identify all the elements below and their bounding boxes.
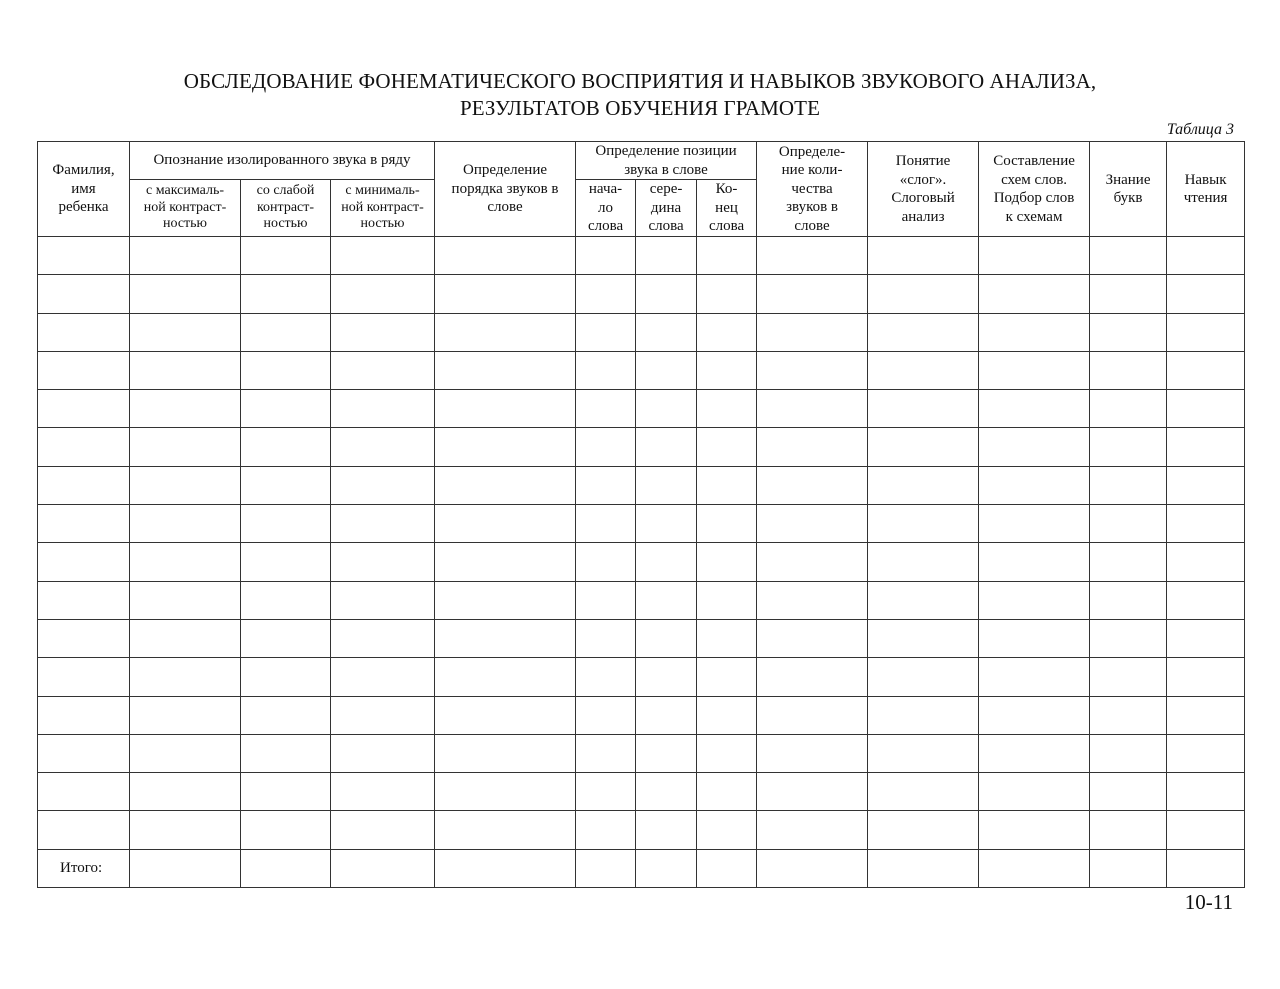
table-cell[interactable] [38,505,130,543]
header-schemes: Составление схем слов. Подбор слов к схемам [979,142,1090,237]
table-cell[interactable] [1090,581,1167,619]
table-cell[interactable] [38,428,130,466]
table-cell[interactable] [757,658,868,696]
table-cell[interactable] [38,811,130,849]
table-cell[interactable] [636,581,697,619]
table-cell[interactable] [757,275,868,313]
table-cell[interactable] [38,619,130,657]
table-cell[interactable] [38,313,130,351]
table-cell[interactable] [241,390,331,428]
table-cell[interactable] [979,734,1090,772]
table-cell[interactable] [130,773,241,811]
table-cell[interactable] [435,275,576,313]
table-row [38,505,1245,543]
table-cell[interactable] [868,773,979,811]
table-cell[interactable] [38,237,130,275]
table-row [38,773,1245,811]
table-cell[interactable] [435,773,576,811]
table-cell[interactable] [757,773,868,811]
title-line-2: РЕЗУЛЬТАТОВ ОБУЧЕНИЯ ГРАМОТЕ [459,96,821,120]
table-cell[interactable] [868,237,979,275]
header-letters: Знание букв [1090,142,1167,237]
table-row [38,466,1245,504]
table-cell[interactable] [979,696,1090,734]
title-line-1: ОБСЛЕДОВАНИЕ ФОНЕМАТИЧЕСКОГО ВОСПРИЯТИЯ И НАВЫКОВ ЗВУКОВОГО АНАЛИЗА, [183,69,1097,93]
table-cell[interactable] [636,275,697,313]
total-cell[interactable] [331,849,435,887]
table-row [38,275,1245,313]
table-cell[interactable] [868,658,979,696]
table-cell[interactable] [636,428,697,466]
table-cell[interactable] [241,428,331,466]
table-cell[interactable] [697,658,757,696]
header-name: Фамилия, имя ребенка [38,142,130,237]
table-row [38,734,1245,772]
table-cell[interactable] [757,543,868,581]
table-cell[interactable] [868,466,979,504]
table-cell[interactable] [435,734,576,772]
table-cell[interactable] [331,505,435,543]
table-cell[interactable] [130,237,241,275]
table-cell[interactable] [331,773,435,811]
table-cell[interactable] [1167,237,1245,275]
table-cell[interactable] [38,466,130,504]
table-cell[interactable] [1090,313,1167,351]
table-cell[interactable] [868,428,979,466]
table-cell[interactable] [979,773,1090,811]
table-cell[interactable] [576,237,636,275]
table-cell[interactable] [868,619,979,657]
table-cell[interactable] [576,275,636,313]
table-cell[interactable] [697,734,757,772]
table-cell[interactable] [576,581,636,619]
table-cell[interactable] [435,619,576,657]
table-cell[interactable] [1090,275,1167,313]
header-max-contrast: с максималь- ной контраст- ностью [130,180,241,237]
table-cell[interactable] [757,390,868,428]
table-cell[interactable] [331,696,435,734]
table-cell[interactable] [241,505,331,543]
table-cell[interactable] [757,466,868,504]
table-cell[interactable] [576,351,636,389]
table-cell[interactable] [576,466,636,504]
total-cell[interactable] [1090,849,1167,887]
table-cell[interactable] [435,543,576,581]
table-row [38,811,1245,849]
table-cell[interactable] [979,351,1090,389]
table-cell[interactable] [979,390,1090,428]
table-cell[interactable] [868,351,979,389]
table-cell[interactable] [697,275,757,313]
table-cell[interactable] [979,543,1090,581]
header-order: Определение порядка звуков в слове [435,142,576,237]
table-cell[interactable] [331,581,435,619]
table-cell[interactable] [576,428,636,466]
table-cell[interactable] [241,658,331,696]
table-cell[interactable] [697,466,757,504]
total-label: Итого: [38,849,130,887]
table-cell[interactable] [331,351,435,389]
table-cell[interactable] [435,581,576,619]
table-cell[interactable] [1167,696,1245,734]
table-cell[interactable] [697,619,757,657]
table-cell[interactable] [868,696,979,734]
table-cell[interactable] [241,734,331,772]
table-cell[interactable] [636,658,697,696]
table-cell[interactable] [241,313,331,351]
table-cell[interactable] [576,696,636,734]
table-cell[interactable] [697,237,757,275]
table-cell[interactable] [435,428,576,466]
table-cell[interactable] [576,313,636,351]
table-cell[interactable] [979,313,1090,351]
table-row [38,428,1245,466]
table-cell[interactable] [757,734,868,772]
table-cell[interactable] [435,351,576,389]
table-cell[interactable] [38,773,130,811]
table-cell[interactable] [636,313,697,351]
header-position-group: Определение позиции звука в слове [576,142,757,180]
table-cell[interactable] [576,658,636,696]
table-cell[interactable] [1090,428,1167,466]
table-cell[interactable] [435,696,576,734]
table-cell[interactable] [979,658,1090,696]
table-cell[interactable] [1090,237,1167,275]
table-cell[interactable] [1167,543,1245,581]
table-cell[interactable] [757,581,868,619]
table-cell[interactable] [868,811,979,849]
table-cell[interactable] [697,543,757,581]
table-cell[interactable] [130,543,241,581]
table-cell[interactable] [331,428,435,466]
table-cell[interactable] [130,734,241,772]
table-cell[interactable] [241,581,331,619]
total-row [38,849,1245,887]
table-cell[interactable] [38,696,130,734]
table-cell[interactable] [868,313,979,351]
table-cell[interactable] [130,658,241,696]
total-cell[interactable] [636,849,697,887]
table-cell[interactable] [130,696,241,734]
table-cell[interactable] [435,658,576,696]
table-cell[interactable] [1090,351,1167,389]
table-cell[interactable] [868,581,979,619]
table-cell[interactable] [241,237,331,275]
table-cell[interactable] [576,734,636,772]
header-word-end: Ко- нец слова [697,180,757,237]
table-cell[interactable] [636,466,697,504]
table-cell[interactable] [1167,505,1245,543]
document-title [0,68,1280,122]
table-cell[interactable] [130,811,241,849]
table-cell[interactable] [576,543,636,581]
table-row [38,658,1245,696]
table-cell[interactable] [868,390,979,428]
table-cell[interactable] [697,696,757,734]
table-cell[interactable] [1167,428,1245,466]
table-cell[interactable] [241,275,331,313]
table-cell[interactable] [331,275,435,313]
table-row [38,581,1245,619]
table-cell[interactable] [1090,466,1167,504]
table-cell[interactable] [757,696,868,734]
table-cell[interactable] [757,811,868,849]
table-cell[interactable] [435,237,576,275]
table-row [38,237,1245,275]
table-cell[interactable] [979,237,1090,275]
table-cell[interactable] [241,351,331,389]
table-cell[interactable] [636,351,697,389]
table-cell[interactable] [38,581,130,619]
table-cell[interactable] [1090,734,1167,772]
table-cell[interactable] [130,466,241,504]
table-cell[interactable] [130,619,241,657]
table-cell[interactable] [331,390,435,428]
table-cell[interactable] [38,543,130,581]
table-row [38,390,1245,428]
table-cell[interactable] [576,619,636,657]
table-cell[interactable] [1090,658,1167,696]
table-cell[interactable] [1167,466,1245,504]
table-cell[interactable] [868,734,979,772]
table-cell[interactable] [636,505,697,543]
table-cell[interactable] [1167,619,1245,657]
table-cell[interactable] [435,313,576,351]
table-cell[interactable] [435,390,576,428]
table-cell[interactable] [1090,505,1167,543]
table-cell[interactable] [1090,543,1167,581]
table-cell[interactable] [130,275,241,313]
table-cell[interactable] [636,696,697,734]
table-cell[interactable] [1167,313,1245,351]
table-cell[interactable] [130,505,241,543]
table-cell[interactable] [38,351,130,389]
table-cell[interactable] [1090,390,1167,428]
table-cell[interactable] [757,237,868,275]
table-cell[interactable] [130,351,241,389]
table-cell[interactable] [130,581,241,619]
header-syllable: Понятие «слог». Слоговый анализ [868,142,979,237]
table-cell[interactable] [636,811,697,849]
table-row [38,351,1245,389]
table-cell[interactable] [979,619,1090,657]
table-cell[interactable] [636,619,697,657]
table-cell[interactable] [697,581,757,619]
table-cell[interactable] [979,466,1090,504]
table-cell[interactable] [697,773,757,811]
table-cell[interactable] [38,658,130,696]
table-cell[interactable] [1090,619,1167,657]
table-cell[interactable] [979,811,1090,849]
table-cell[interactable] [697,505,757,543]
table-row [38,543,1245,581]
total-cell[interactable] [868,849,979,887]
table-cell[interactable] [130,313,241,351]
table-cell[interactable] [1090,696,1167,734]
total-cell[interactable] [130,849,241,887]
table-cell[interactable] [1167,811,1245,849]
header-reading: Навык чтения [1167,142,1245,237]
table-cell[interactable] [868,505,979,543]
table-row [38,696,1245,734]
table-body [38,237,1245,888]
table-cell[interactable] [636,390,697,428]
header-weak-contrast: со слабой контраст- ностью [241,180,331,237]
table-cell[interactable] [241,811,331,849]
table-cell[interactable] [576,773,636,811]
table-row [38,313,1245,351]
table-cell[interactable] [331,811,435,849]
table-cell[interactable] [241,696,331,734]
table-cell[interactable] [757,351,868,389]
table-cell[interactable] [1167,773,1245,811]
table-cell[interactable] [331,543,435,581]
total-cell[interactable] [979,849,1090,887]
table-cell[interactable] [697,390,757,428]
table-cell[interactable] [868,543,979,581]
table-cell[interactable] [979,581,1090,619]
table-cell[interactable] [38,390,130,428]
table-cell[interactable] [435,505,576,543]
total-cell[interactable] [757,849,868,887]
table-cell[interactable] [868,275,979,313]
table-cell[interactable] [979,428,1090,466]
table-cell[interactable] [1167,351,1245,389]
table-cell[interactable] [757,313,868,351]
table-cell[interactable] [1167,658,1245,696]
table-cell[interactable] [636,773,697,811]
total-cell[interactable] [576,849,636,887]
table-cell[interactable] [130,390,241,428]
table-cell[interactable] [241,773,331,811]
table-cell[interactable] [1090,773,1167,811]
table-cell[interactable] [435,811,576,849]
table-cell[interactable] [1167,390,1245,428]
table-cell[interactable] [435,466,576,504]
table-cell[interactable] [331,466,435,504]
table-cell[interactable] [979,505,1090,543]
header-recognition-group: Опознание изолированного звука в ряду [130,142,435,180]
table-cell[interactable] [757,619,868,657]
table-cell[interactable] [576,390,636,428]
table-cell[interactable] [331,658,435,696]
table-cell[interactable] [1090,811,1167,849]
table-cell[interactable] [636,543,697,581]
table-row [38,619,1245,657]
header-word-start: нача- ло слова [576,180,636,237]
table-cell[interactable] [331,734,435,772]
table-cell[interactable] [241,619,331,657]
table-cell[interactable] [241,466,331,504]
table-cell[interactable] [1167,734,1245,772]
table-cell[interactable] [331,313,435,351]
header-count: Определе- ние коли- чества звуков в слове [757,142,868,237]
table-cell[interactable] [979,275,1090,313]
header-word-middle: сере- дина слова [636,180,697,237]
table-cell[interactable] [38,275,130,313]
table-cell[interactable] [636,734,697,772]
table-cell[interactable] [1167,581,1245,619]
table-cell[interactable] [38,734,130,772]
header-min-contrast: с минималь- ной контраст- ностью [331,180,435,237]
table-cell[interactable] [636,237,697,275]
total-cell[interactable] [697,849,757,887]
table-cell[interactable] [697,313,757,351]
table-cell[interactable] [331,237,435,275]
table-cell[interactable] [331,619,435,657]
total-cell[interactable] [241,849,331,887]
table-cell[interactable] [241,543,331,581]
table-cell[interactable] [576,811,636,849]
table-cell[interactable] [130,428,241,466]
table-cell[interactable] [757,428,868,466]
table-cell[interactable] [757,505,868,543]
total-cell[interactable] [1167,849,1245,887]
table-cell[interactable] [697,351,757,389]
page-number: 10-11 [1184,890,1233,914]
table-cell[interactable] [1167,275,1245,313]
table-cell[interactable] [576,505,636,543]
total-cell[interactable] [435,849,576,887]
table-cell[interactable] [697,428,757,466]
table-cell[interactable] [697,811,757,849]
survey-table [37,141,1245,888]
table-label: Таблица 3 [1166,121,1234,138]
